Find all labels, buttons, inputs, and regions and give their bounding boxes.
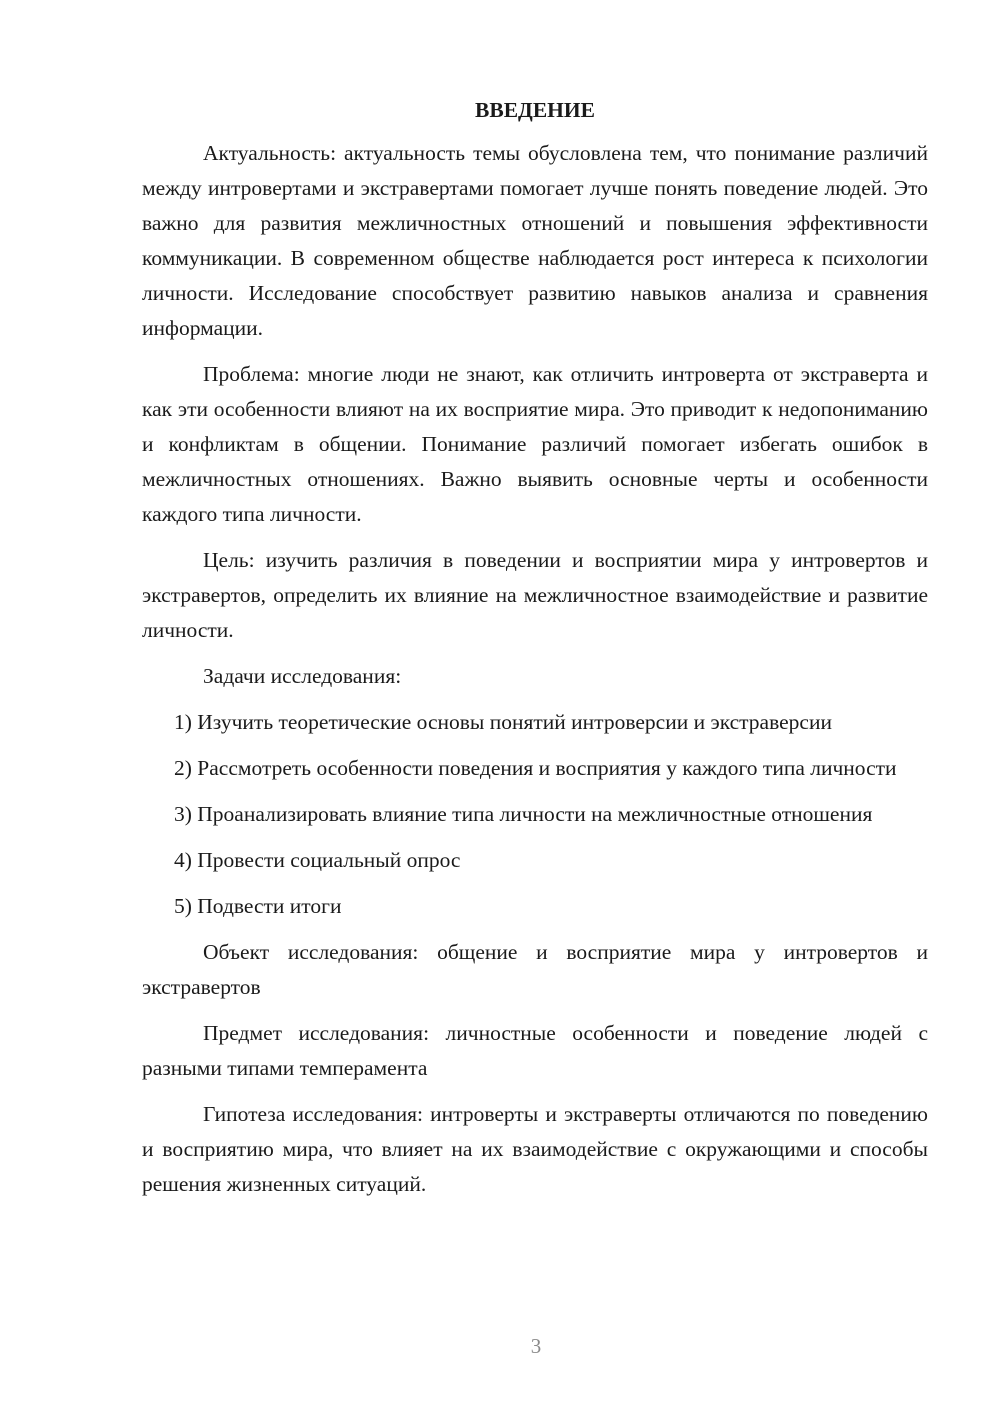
list-item: 1) Изучить теоретические основы понятий интроверсии и экстраверсии (174, 710, 832, 734)
page-title: ВВЕДЕНИЕ (475, 98, 595, 122)
list-item: 4) Провести социальный опрос (174, 848, 461, 872)
subject-paragraph: Предмет исследования: личностные особенности и поведение людей с разными типами темперамента (142, 1021, 928, 1080)
hypothesis-paragraph: Гипотеза исследования: интроверты и экстраверты отличаются по поведению и восприятию мира, что влияет на их взаимодействие с окружающими и способы решения жизненных ситуаций. (142, 1102, 928, 1196)
page-number: 3 (530, 1334, 542, 1358)
list-item: 5) Подвести итоги (174, 894, 342, 918)
object-paragraph: Объект исследования: общение и восприятие мира у интровертов и экстравертов (142, 940, 928, 999)
list-item: 3) Проанализировать влияние типа личности на межличностные отношения (174, 802, 873, 826)
relevance-paragraph: Актуальность: актуальность темы обусловлена тем, что понимание различий между интровертами и экстравертами помогает лучше понять поведение людей. Это важно для развития межличностных отношений и повышения эффективности коммуникации. В современном обществе наблюдается рост интереса к психологии личности. Исследование способствует развитию навыков анализа и сравнения информации. (142, 141, 928, 340)
document-page (142, 90, 928, 1213)
tasks-list (142, 705, 928, 924)
tasks-heading: Задачи исследования: (203, 664, 402, 688)
goal-paragraph: Цель: изучить различия в поведении и восприятии мира у интровертов и экстравертов, определить их влияние на межличностное взаимодействие и развитие личности. (142, 548, 928, 642)
problem-paragraph: Проблема: многие люди не знают, как отличить интроверта от экстраверта и как эти особенности влияют на их восприятие мира. Это приводит к недопониманию и конфликтам в общении. Понимание различий помогает избегать ошибок в межличностных отношениях. Важно выявить основные черты и особенности каждого типа личности. (142, 362, 928, 526)
list-item: 2) Рассмотреть особенности поведения и восприятия у каждого типа личности (174, 756, 897, 780)
